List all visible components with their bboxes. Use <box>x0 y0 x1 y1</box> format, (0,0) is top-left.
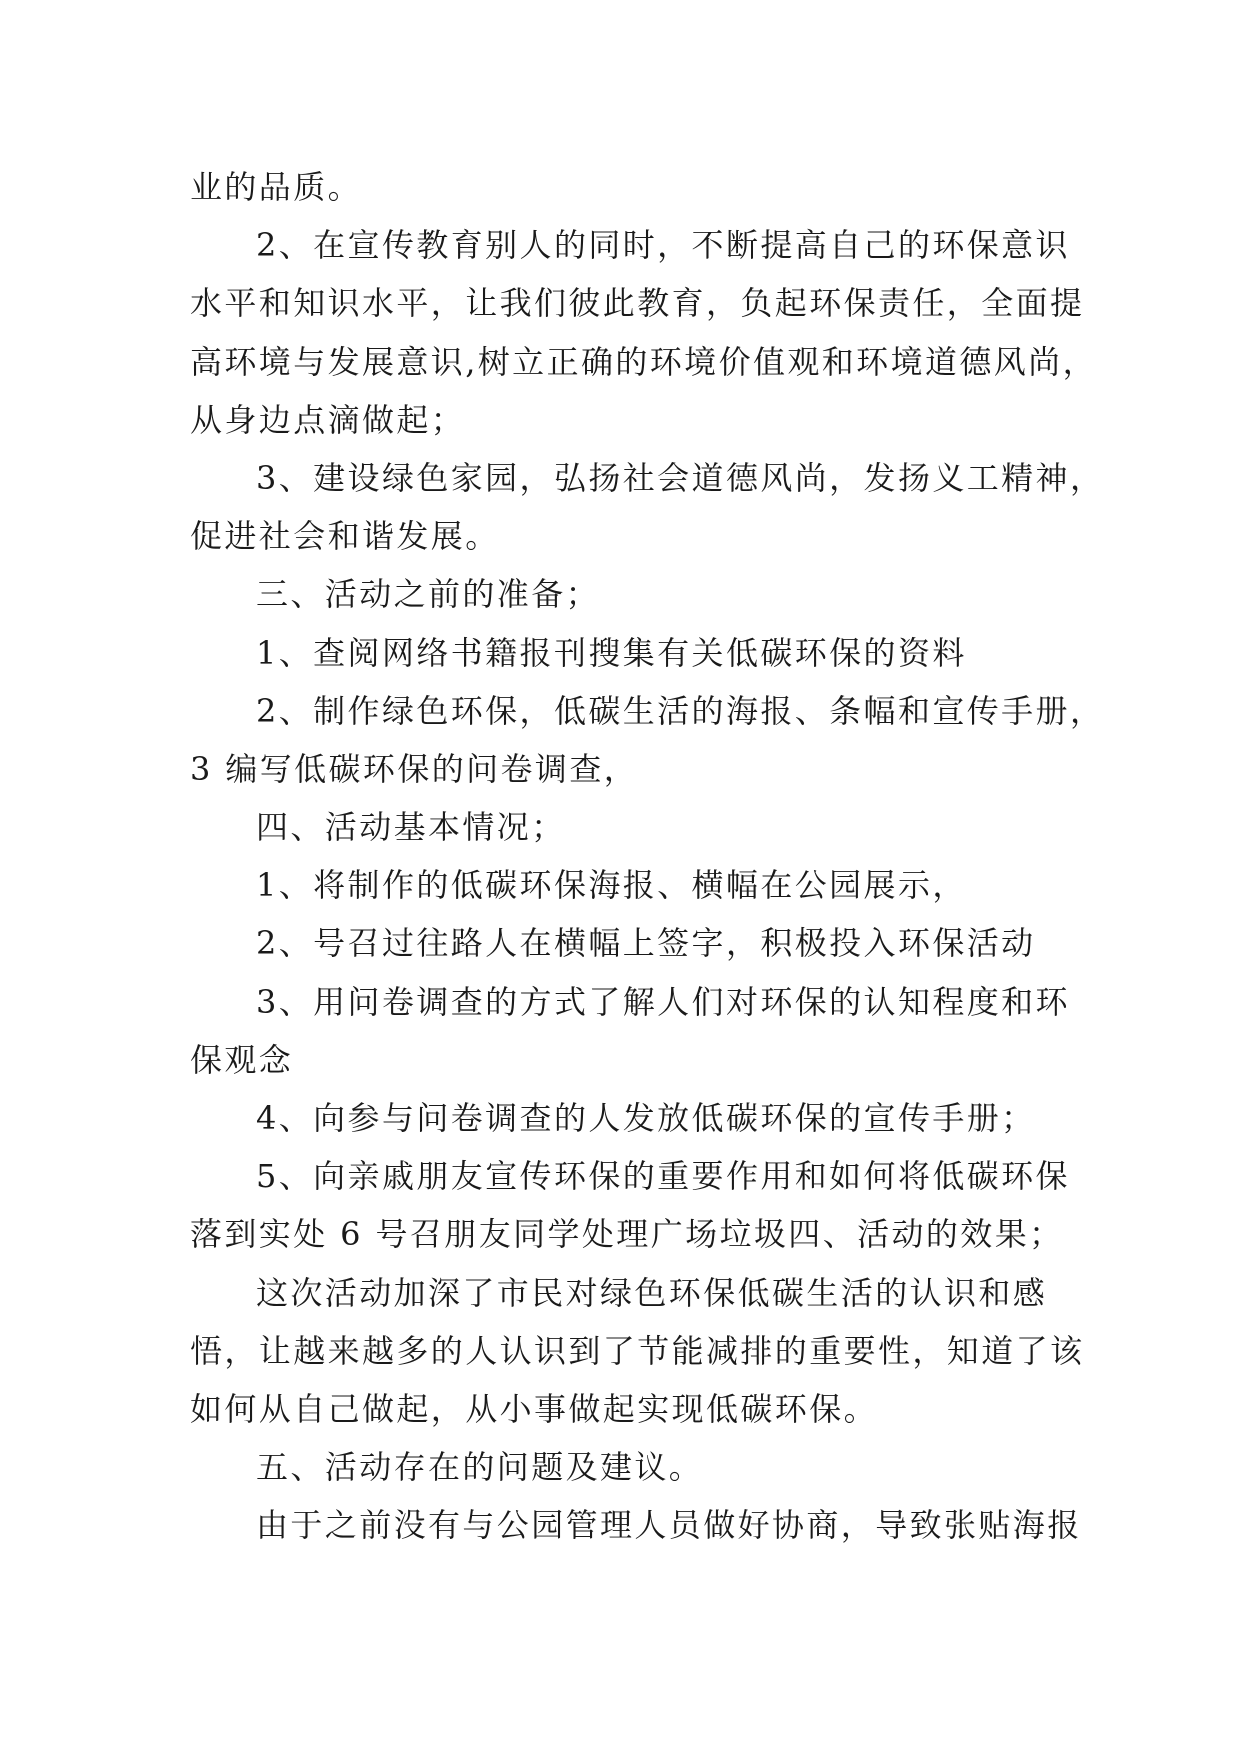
body-line: 悟，让越来越多的人认识到了节能减排的重要性，知道了该 <box>190 1331 1085 1370</box>
body-line: 2、在宣传教育别人的同时，不断提高自己的环保意识 <box>256 226 1070 265</box>
section-heading: 五、活动存在的问题及建议。 <box>256 1448 704 1487</box>
body-line: 水平和知识水平，让我们彼此教育，负起环保责任，全面提 <box>190 284 1085 323</box>
body-line: 3、用问卷调查的方式了解人们对环保的认知程度和环 <box>256 982 1070 1021</box>
body-line: 业的品质。 <box>190 168 363 206</box>
section-heading: 三、活动之前的准备； <box>256 575 601 614</box>
body-line: 落到实处 6 号召朋友同学处理广场垃圾四、活动的效果； <box>190 1215 1064 1254</box>
body-line: 1、将制作的低碳环保海报、横幅在公园展示， <box>256 866 967 905</box>
body-line: 高环境与发展意识,树立正确的环境价值观和环境道德风尚， <box>190 342 1097 381</box>
body-line: 由于之前没有与公园管理人员做好协商，导致张贴海报 <box>256 1506 1082 1545</box>
body-line: 2、号召过往路人在横幅上签字，积极投入环保活动 <box>256 924 1036 963</box>
body-line: 3 编写低碳环保的问卷调查， <box>190 749 639 788</box>
body-line: 从身边点滴做起； <box>190 400 466 439</box>
body-line: 保观念 <box>190 1040 294 1079</box>
body-line: 这次活动加深了市民对绿色环保低碳生活的认识和感 <box>256 1273 1048 1312</box>
section-heading: 四、活动基本情况； <box>256 808 566 847</box>
body-line: 4、向参与问卷调查的人发放低碳环保的宣传手册； <box>256 1099 1036 1137</box>
body-line: 5、向亲戚朋友宣传环保的重要作用和如何将低碳环保 <box>256 1157 1070 1196</box>
document-body <box>190 158 1105 1555</box>
body-line: 如何从自己做起，从小事做起实现低碳环保。 <box>190 1389 879 1428</box>
body-line: 1、查阅网络书籍报刊搜集有关低碳环保的资料 <box>256 633 967 672</box>
body-line: 3、建设绿色家园，弘扬社会道德风尚，发扬义工精神， <box>256 458 1105 497</box>
body-line: 2、制作绿色环保，低碳生活的海报、条幅和宣传手册， <box>256 691 1105 730</box>
body-line: 促进社会和谐发展。 <box>190 517 500 556</box>
